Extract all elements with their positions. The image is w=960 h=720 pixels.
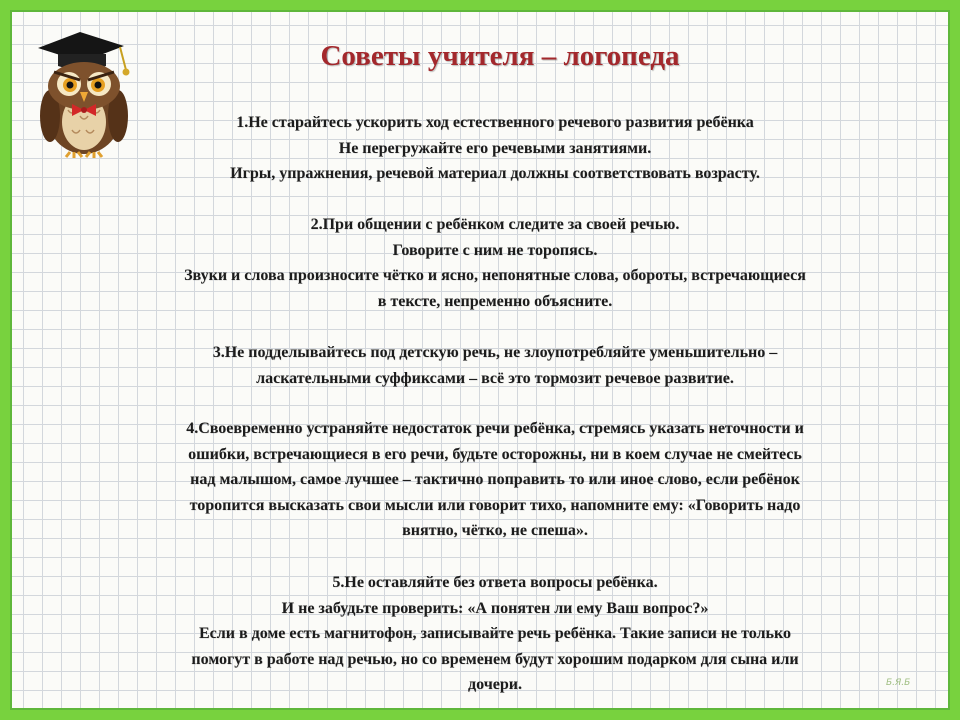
tip-line: 5.Не оставляйте без ответа вопросы ребёнка.	[332, 574, 658, 591]
tip-line: Звуки и слова произносите чётко и ясно, непонятные слова, обороты, встречающиеся	[184, 267, 806, 285]
cap-tassel-end	[123, 69, 130, 76]
tip-line: торопится высказать свои мысли или говорит тихо, напомните ему: «Говорить надо	[189, 496, 801, 514]
tip-line: Если в доме есть магнитофон, записывайте речь ребёнка. Такие записи не только	[199, 625, 791, 643]
tip-1	[70, 110, 920, 187]
tip-line: И не забудьте проверить: «А понятен ли ему Ваш вопрос?»	[281, 599, 709, 617]
tip-4	[70, 416, 920, 544]
cap-tassel	[120, 47, 126, 70]
tip-line: ласкательными суффиксами – всё это тормозит речевое развитие.	[256, 369, 734, 387]
tip-line: Не перегружайте его речевыми занятиями.	[338, 139, 652, 157]
tip-line: 1.Не старайтесь ускорить ход естественного речевого развития ребёнка	[236, 114, 754, 131]
tip-line: ошибки, встречающиеся в его речи, будьте осторожны, ни в коем случае не смейтесь	[188, 445, 802, 463]
tip-line: внятно, чётко, не спеша».	[402, 522, 588, 540]
tip-line: Игры, упражнения, речевой материал должны соответствовать возрасту.	[230, 165, 760, 183]
tip-line: помогут в работе над речью, но со временем будут хорошим подарком для сына или	[191, 650, 799, 668]
tip-line: дочери.	[468, 676, 522, 694]
tip-line: 4.Своевременно устраняйте недостаток речи ребёнка, стремясь указать неточности и	[186, 420, 804, 437]
tip-line: 3.Не подделывайтесь под детскую речь, не злоупотребляйте уменьшительно –	[212, 344, 778, 361]
tip-line: Говорите с ним не торопясь.	[392, 241, 598, 259]
watermark: Б.Я.Б	[886, 678, 911, 688]
tip-3	[70, 340, 920, 391]
tip-2	[70, 212, 920, 314]
tip-5	[70, 570, 920, 698]
tip-line: 2.При общении с ребёнком следите за своей речью.	[310, 216, 680, 233]
page-title: Советы учителя – логопеда	[320, 40, 680, 72]
tip-line: в тексте, непременно объясните.	[377, 292, 613, 310]
tip-line: над малышом, самое лучшее – тактично поправить то или иное слово, если ребёнок	[190, 471, 800, 489]
